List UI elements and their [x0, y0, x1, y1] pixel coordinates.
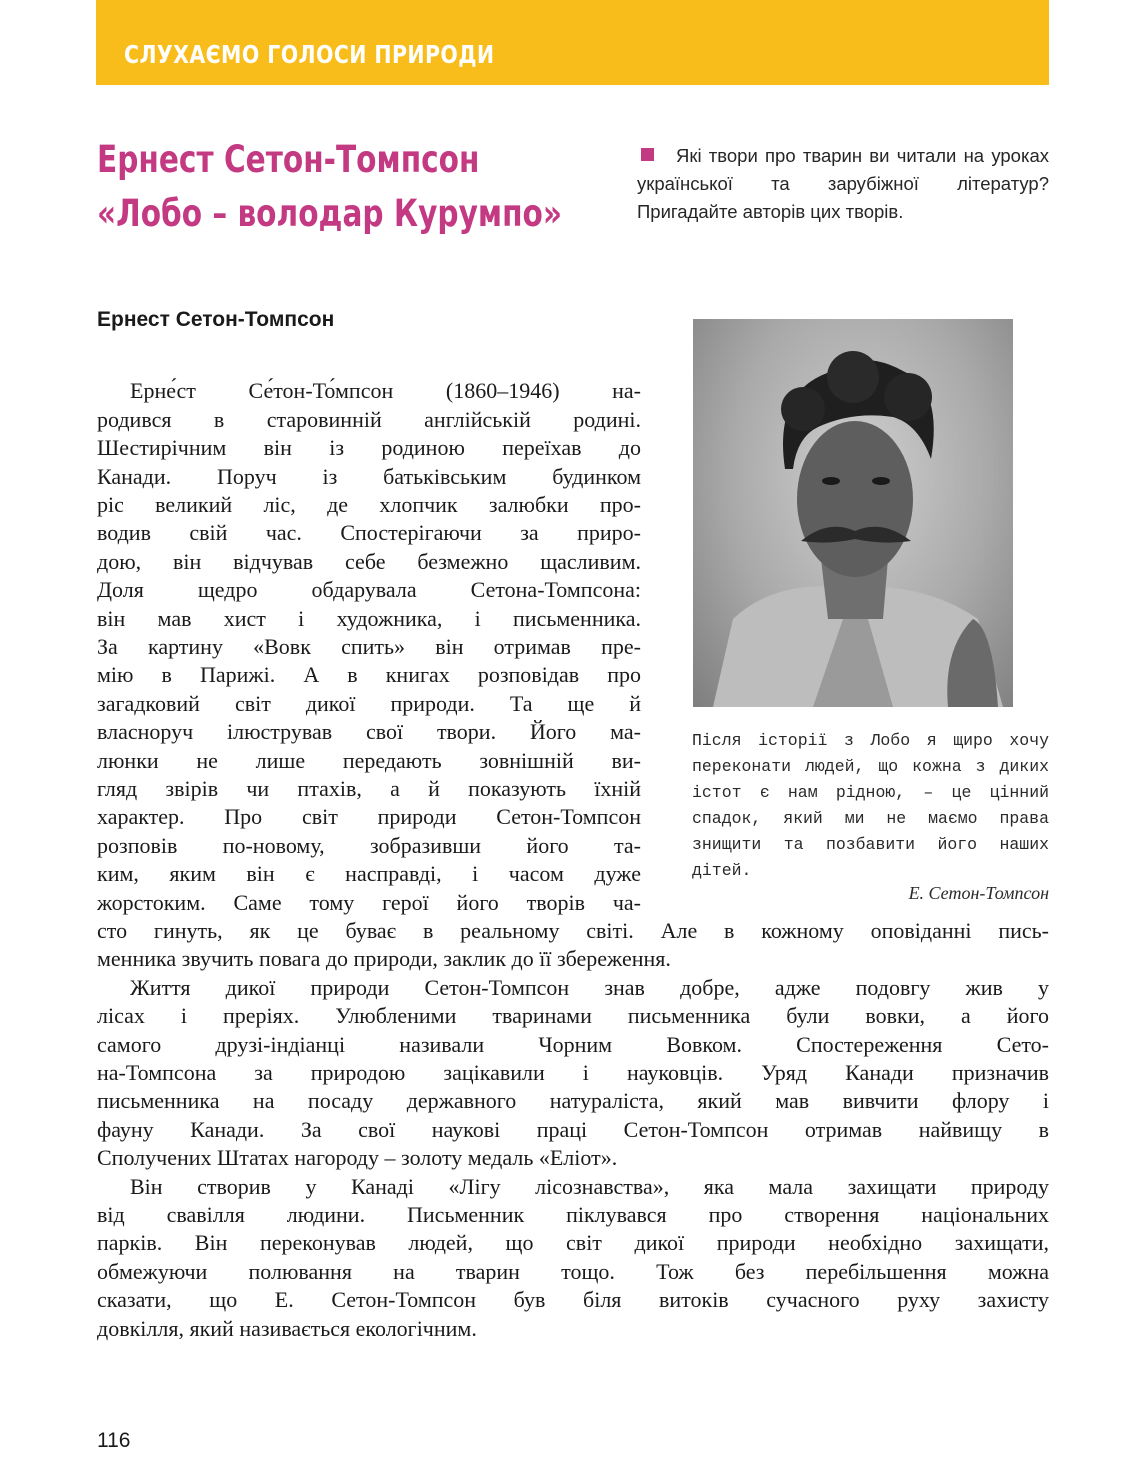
- body-line: люнки не лише передають зовнішній ви-: [97, 748, 641, 773]
- title-work: «Лобо – володар Курумпо»: [97, 192, 562, 235]
- body-line: письменника на посаду державного натураліста, який мав вивчити флору і: [97, 1088, 1049, 1113]
- body-line: мію в Парижі. А в книгах розповідав про: [97, 662, 641, 687]
- body-line: Життя дикої природи Сетон-Томпсон знав добре, адже подовгу жив у: [130, 975, 1049, 1000]
- body-line: на-Томпсона за природою зацікавили і науковців. Уряд Канади призначив: [97, 1060, 1049, 1085]
- body-line: Сполучених Штатах нагороду – золоту медаль «Еліот».: [97, 1145, 618, 1170]
- square-bullet-icon: [641, 148, 654, 161]
- body-line: лісах і преріях. Улюбленими тваринами письменника були вовки, а його: [97, 1003, 1049, 1028]
- question-text: Які твори про тварин ви читали на уроках української та зарубіжної літератур? Пригадайте авторів цих творів.: [637, 145, 1049, 222]
- question-block: [637, 142, 1049, 226]
- body-line: власноруч ілюстрував свої твори. Його ма-: [97, 719, 641, 744]
- body-line: дою, він відчував себе безмежно щасливим.: [97, 549, 641, 574]
- banner-title: СЛУХАЄМО ГОЛОСИ ПРИРОДИ: [124, 40, 495, 69]
- author-quote: Після історії з Лобо я щиро хочу переконати людей, що кожна з диких істот є нам рідною, – це цінний спадок, який ми не маємо права знищити та позбавити його наших дітей.: [692, 731, 1049, 880]
- body-line: Шестирічним він із родиною переїхав до: [97, 435, 641, 460]
- body-line: характер. Про світ природи Сетон-Томпсон: [97, 804, 641, 829]
- body-line: розповів по-новому, зобразивши його та-: [97, 833, 641, 858]
- body-line: ким, яким він є насправді, і часом дуже: [97, 861, 641, 886]
- body-line: Канади. Поруч із батьківським будинком: [97, 464, 641, 489]
- page-number: 116: [97, 1429, 131, 1452]
- body-line: Ерне́ст Се́тон-То́мпсон (1860–1946) на-: [130, 378, 641, 403]
- lesson-title: [97, 133, 562, 241]
- body-line: За картину «Вовк спить» він отримав пре-: [97, 634, 641, 659]
- body-line: гляд звірів чи птахів, а й показують їхній: [97, 776, 641, 801]
- body-line: самого друзі-індіанці називали Чорним Вовком. Спостереження Сето-: [97, 1032, 1049, 1057]
- body-line: сказати, що Е. Сетон-Томпсон був біля витоків сучасного руху захисту: [97, 1287, 1049, 1312]
- section-heading: Ернест Сетон-Томпсон: [97, 308, 335, 331]
- title-author: Ернест Сетон-Томпсон: [97, 138, 480, 181]
- body-line: довкілля, який називається екологічним.: [97, 1316, 477, 1341]
- body-line: сто гинуть, як це буває в реальному світі. Але в кожному оповіданні пись-: [97, 918, 1049, 943]
- quote-author: Е. Сетон-Томпсон: [908, 883, 1049, 903]
- body-line: Доля щедро обдарувала Сетона-Томпсона:: [97, 577, 641, 602]
- body-line: від свавілля людини. Письменник піклувався про створення національних: [97, 1202, 1049, 1227]
- body-line: жорстоким. Саме тому герої його творів ча-: [97, 890, 641, 915]
- portrait-illustration: [693, 319, 1013, 707]
- body-line: Він створив у Канаді «Лігу лісознавства», яка мала захищати природу: [130, 1174, 1049, 1199]
- body-line: він мав хист і художника, і письменника.: [97, 606, 641, 631]
- body-line: родився в старовинній англійській родині.: [97, 407, 641, 432]
- body-line: обмежуючи полювання на тварин тощо. Тож без перебільшення можна: [97, 1259, 1049, 1284]
- section-banner: [96, 0, 1049, 85]
- body-line: водив свій час. Спостерігаючи за приро-: [97, 520, 641, 545]
- body-line: парків. Він переконував людей, що світ дикої природи необхідно захищати,: [97, 1230, 1049, 1255]
- body-line: менника звучить повага до природи, заклик до її збереження.: [97, 946, 671, 971]
- body-line: загадковий світ дикої природи. Та ще й: [97, 691, 641, 716]
- portrait-photo: [693, 319, 1013, 707]
- body-line: ріс великий ліс, де хлопчик залюбки про-: [97, 492, 641, 517]
- body-line: фауну Канади. За свої наукові праці Сетон-Томпсон отримав найвищу в: [97, 1117, 1049, 1142]
